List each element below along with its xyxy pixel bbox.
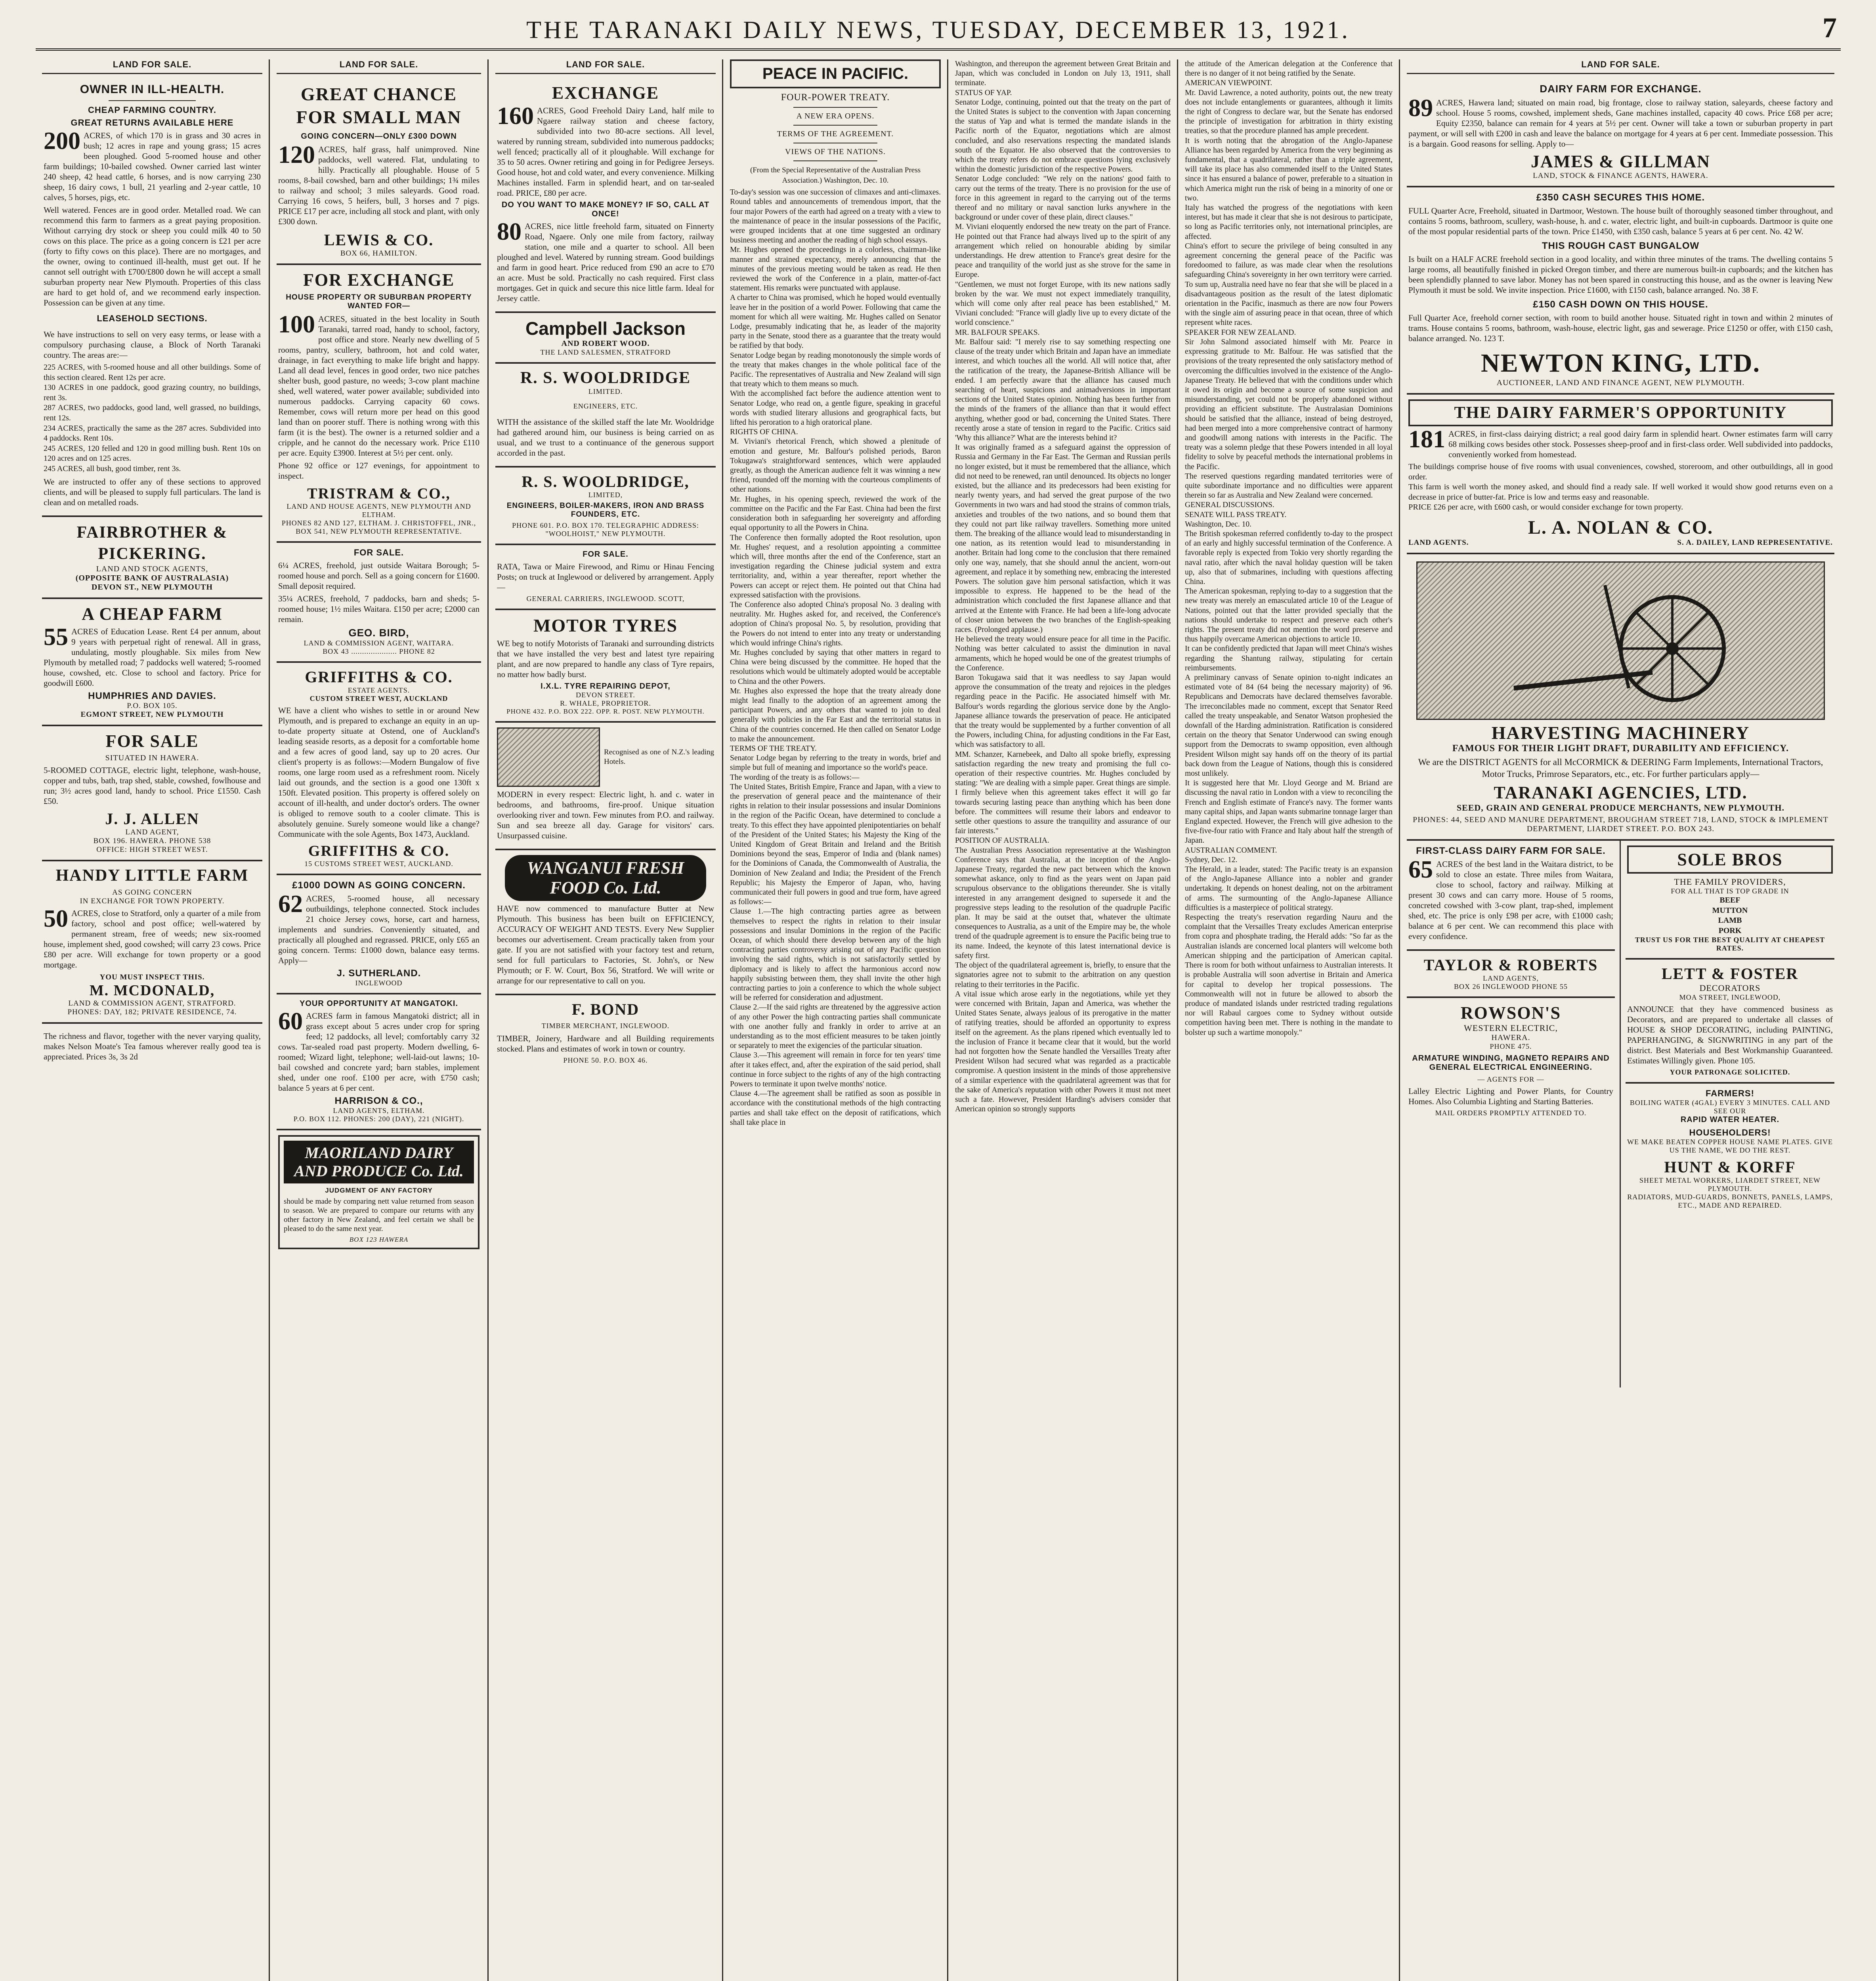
acre-number: 60 — [278, 1008, 303, 1035]
advert-dairy-exchange — [1407, 78, 1834, 187]
agent-name: NEWTON KING, LTD. — [1481, 349, 1761, 378]
ad-subheading: AS GOING CONCERN — [112, 888, 192, 897]
ad-text: should be made by comparing nett value returned from season to season. We are prepared to compare our returns with any other factory in New Zealand, and feel certain we shall be pleased to do the same next year. — [284, 1197, 474, 1233]
column-rule — [269, 59, 270, 1981]
agent-name: GENERAL CARRIERS, INGLEWOOD. SCOTT, — [526, 595, 685, 603]
acre-number: 160 — [497, 103, 534, 130]
page-number: 7 — [1823, 12, 1837, 44]
advert-wooldridge-2 — [495, 468, 716, 545]
agent-phone: P.O. BOX 112. PHONES: 200 (DAY), 221 (NIGHT). — [293, 1115, 464, 1123]
ad-footer: BOX 123 HAWERA — [349, 1236, 409, 1243]
acre-number: 100 — [278, 311, 315, 338]
agent-subtitle: LIMITED, — [588, 491, 623, 499]
agent-note: (OPPOSITE BANK OF AUSTRALASIA) — [75, 573, 229, 582]
ad-subheading: JUDGMENT OF ANY FACTORY — [325, 1187, 433, 1194]
ad-subheading: — AGENTS FOR — — [1477, 1075, 1544, 1083]
agent-name: F. BOND — [571, 1000, 640, 1018]
advert-wanganui-fresh-food — [495, 850, 716, 995]
agent-subtitle: THE FAMILY PROVIDERS, — [1674, 876, 1786, 887]
advert-taylor-roberts — [1407, 951, 1615, 998]
right-bottom-adverts — [1407, 841, 1834, 1387]
agent-name: R. S. WOOLDRIDGE — [520, 369, 691, 387]
advert-griffiths — [277, 663, 481, 875]
agent-subtitle: WESTERN ELECTRIC, — [1464, 1023, 1558, 1033]
ad-text: We have instructions to sell on very easy terms, or lease with a compulsory purchasing clause, a Block of North Taranaki country. The areas are:— — [44, 330, 261, 360]
ad-subheading: DO YOU WANT TO MAKE MONEY? IF SO, CALL AT ONCE! — [501, 200, 710, 218]
agent-contact: BOX 26 INGLEWOOD PHONE 55 — [1454, 982, 1568, 990]
agent-phone: PHONES: 44, SEED AND MANURE DEPARTMENT, BROUGHAM STREET 718, LAND, STOCK & IMPLEMENT DEPARTMENT, LIARDET STREET. P.O. BOX 243. — [1413, 815, 1828, 833]
agent-name: GEO. BIRD, — [348, 627, 409, 639]
ad-heading: FOR EXCHANGE — [303, 270, 455, 290]
advert-hawera-cottage — [42, 726, 262, 861]
advert-wooldridge — [495, 364, 716, 468]
agent-address: CUSTOM STREET WEST, AUCKLAND — [309, 695, 448, 702]
ad-text: ACRES, half grass, half unimproved. Nine paddocks, well watered. Flat, undulating to hilly. Practically all ploughable. House of 5 rooms, 8-bail cowshed, barn and other buildings; 1¾ miles to railway and school; 3 miles saleyards. Good road. Carrying 16 cows, 5 heifers, bull, 3 horses and 7 pigs. PRICE £17 per acre, including all stock and plant, with only £300 down. — [278, 145, 480, 226]
agent-phone: PHONE 601. P.O. BOX 170. TELEGRAPHIC ADDRESS: "WOOLHOIST," NEW PLYMOUTH. — [512, 521, 699, 538]
agent-address: EGMONT STREET, NEW PLYMOUTH — [80, 710, 224, 719]
agent-subtitle: LAND, STOCK & FINANCE AGENTS, HAWERA. — [1533, 172, 1708, 180]
ad-footer: TRUST US FOR THE BEST QUALITY AT CHEAPEST RATES. — [1635, 936, 1825, 952]
column-land-for-sale-right — [1400, 59, 1841, 1981]
advert-mangatoki — [277, 994, 481, 1130]
agent-subtitle: LIMITED. — [588, 387, 623, 395]
ad-text: We are the DISTRICT AGENTS for all McCORMICK & DEERING Farm Implements, International Tractors, Motor Trucks, Primrose Separators, etc., etc. For further particulars apply— — [1418, 757, 1823, 779]
column-rule — [487, 59, 489, 1981]
ad-text: BOILING WATER (4GAL) EVERY 3 MINUTES. CALL AND SEE OUR — [1630, 1099, 1830, 1115]
agent-name: HUMPHRIES AND DAVIES. — [88, 690, 216, 701]
agent-name: L. A. NOLAN & CO. — [1528, 517, 1714, 538]
ad-text: Well watered. Fences are in good order. Metalled road. We can recommend this farm to farmers as a great paying proposition. Without carrying dry stock or sheep you could milk 40 to 50 cows on this place. The price as a going concern is £21 per acre (forty to fifty cows on this place). There are no mortgages, and the owner, owing to continued ill-health, must get out. If he cannot sell outright with £700/£800 down he will accept a small suburban property near New Plymouth. Properties of this class are hard to get hold of, and we recommend early inspection. Possession can be given at any time. — [44, 205, 261, 307]
news-column-1 — [724, 59, 947, 1981]
agent-office: OFFICE: HIGH STREET WEST. — [96, 845, 208, 854]
advert-motor-tyres — [495, 610, 716, 723]
section-header: LAND FOR SALE. — [42, 59, 262, 74]
agent-contact: BOX 196. HAWERA. PHONE 538 — [93, 836, 211, 845]
ad-heading: A CHEAP FARM — [82, 604, 223, 624]
ad-heading: FOR SALE — [105, 731, 199, 751]
agent-name: TAYLOR & ROBERTS — [1423, 956, 1598, 974]
ad-footer: MAIL ORDERS PROMPTLY ATTENDED TO. — [1435, 1109, 1587, 1117]
ad-subheading: YOU MUST INSPECT THIS. — [99, 973, 205, 981]
right-bottom-right — [1621, 841, 1834, 1387]
ad-heading: MOTOR TYRES — [533, 615, 678, 636]
acre-number: 50 — [44, 905, 68, 932]
agent-phone: PHONES 82 AND 127, ELTHAM. J. CHRISTOFFEL, JNR., BOX 541, NEW PLYMOUTH REPRESENTATIVE. — [281, 519, 476, 535]
agent-name: GRIFFITHS & CO. — [305, 668, 453, 686]
ad-text: WITH the assistance of the skilled staff the late Mr. Wooldridge had gathered around him, our business is being carried on as usual, and we trust to a continuance of the generous support accorded in the past. — [497, 417, 714, 458]
news-body: Washington, and thereupon the agreement between Great Britain and Japan, which was concluded in London on July 13, 1911, shall terminate. STATUS OF YAP. Senator Lodge, continuing, pointed out that the treaty on the part of the United States is subject to the convention with Japan concerning the status of Yap and what is termed the mandate islands in the Pacific north of the Equator, negotiations which are almost concluded, and also reservations respecting the mandated islands south of the Equator. He also observed that the controversies to which the treaty refers do not embrace questions lying exclusively within the domestic jurisdiction of the respective Powers. Senator Lodge concluded: "We rely on the nations' good faith to carry out the terms of the treaty. There is no provision for the use of force in this agreement in regard to the carrying out of the terms thereof and no military or naval sanction lurks anywhere in the background or under cover of these plain, direct clauses." M. Viviani eloquently endorsed the new treaty on the part of France. He pointed out that France had always lived up to the spirit of any arrangement which relied on honourable abiding by similar understandings. He drew attention to France's great desire for the peace and tranquility of the world just as she strove for the same in Europe. "Gentlemen, we must not forget Europe, with its new nations sadly broken by the war. We must not expect immediately tranquility, which will come only after real peace has been established," M. Viviani concluded: "France will gladly live up to every dictate of the world conscience." MR. BALFOUR SPEAKS. Mr. Balfour said: "I merely rise to say something respecting one clause of the treaty under which Britain and Japan have an immediate interest, and which touches all the world. All will notice that, after the ratification of the treaty, the Japanese-British Alliance will be ended. I am perfectly aware that the alliance has caused much searching of heart, suspicions and animadversions in important sections of the United States opinion. Nothing has been further from the minds of the framers of the alliance than that it would effect anything, whether good or bad, concerning the United States. There recently arose a state of tension in regard to the Pacific. Critics said 'Why this alliance?' What are the interests behind it? It was originally framed as a safeguard against the oppression of Russia and Germany in the Far East. The German and Russian perils no longer existed, but it must be remembered that the alliance, which did not need to be renewed, ran until denounced. Its objects no longer existed, but the alliance and its predecessors had been existing for nearly twenty years, and had served the great purpose of the two Governments in two wars and had stood the strains of common trials, anxieties and troubles of the two nations, and so bound them that they could not part like railway travellers. Something more united them. The breaking of the alliance would lead to misunderstanding in one nation, as its retention would lead to misunderstanding in another. Britain had long come to the conclusion that there remained only one way, namely, that she should annul the ancient, worn-out agreement, and replace it by something new, embracing the interested Powers. The solution gave him personal satisfaction, which it was impossible to express. He happened to be the head of the administration which concluded the first Japanese alliance and that arrived at the Entente with France. He had been a life-long advocate of closer union between the two branches of the English-speaking races. (Prolonged applause.) He believed the treaty would ensure peace for all time in the Pacific. Nothing was better calculated to assist the diminution in naval armaments, which he hoped would be one of the greatest triumphs of the Conference. Baron Tokugawa said that it was needless to say Japan would approve the consummation of the treaty and rejoices in the pledges regarding peace in the Pacific. He associated himself with Mr. Balfour's words regarding the glorious service done by the Anglo-Japanese alliance towards the preservation of peace. He anticipated that the treaty would be supplemented by a further convention of all the Powers, including China, for adjusting conditions in the Far East, which was satisfactory to all. MM. Schanzer, Karnebeek, and Dalto all spoke briefly, expressing satisfaction regarding the new treaty and promising the full co-operation of their respective countries. Mr. Hughes concluded by stating: "We are dealing with a simple paper. Great things are simple. I firmly believe when this agreement takes effect it will go far towards securing lasting peace than anything which has been done before. The committees will resume their labors and endeavor to settle other questions to assure the tranquility and assurance of our fair interests." POSITION OF AUSTRALIA. The Australian Press Association representative at the Washington Conference says that Australia, at the inception of the Anglo-Japanese Treaty, regarded the new pact between which the known somewhat askance, only to find as the years went on Japan paid scrupulous observance to the obligations thereunder. She is vitally interested in any arrangement designed to supersede it and the progressive steps leading to the resolution of the quadruple Pacific plan. It may be said at the outset that, whatever the ultimate consequences to Australia, as a unit of the Empire may be, the whole trend of the quadruple agreement is to ensure the Pacific being true to its name. Indeed, the keynote of this latest international device is safety first. The object of the quadrilateral agreement is, briefly, to ensure that the signatories agree not to submit to the arbitration on any question relating to their territories in the Pacific. A vital issue which arose early in the negotiations, while yet they were concerned with Britain, Japan and America, was whether the United States Senate, always jealous of its prerogative in the matter of ratifying treaties, should be afforded an opportunity to express itself on the agreement. As the plans ripened which eventually led to the inclusion of France it became clear that it would, but the world had not forgotten how the Senate handled the Versailles Treaty after President Wilson had secured what was regarded as a practicable compromise. A question insistent in the minds of those apprehensive of a similar experience with the quadrilateral agreement was that for the sake of America's reputation with other Powers it must not meet such a fate. However, President Harding's advisers consider that American opinion so strongly supports — [955, 60, 1171, 1114]
agent-subtitle: LAND AGENT, — [125, 828, 179, 836]
column-land-for-sale-3 — [489, 59, 722, 1981]
agent-name: M. MCDONALD, — [89, 982, 215, 999]
agent-phone: PHONE 50. P.O. BOX 46. — [563, 1056, 648, 1064]
ad-subheading: GREAT RETURNS AVAILABLE HERE — [71, 118, 234, 128]
ad-heading: YOUR OPPORTUNITY AT MANGATOKI. — [299, 999, 458, 1008]
ad-text: WE beg to notify Motorists of Taranaki and surrounding districts that we have installed the very best and latest tyre repairing plant, and are now prepared to handle any class of Tyre repairs, no matter how badly burst. — [497, 639, 714, 679]
advert-newton-king-houses — [1407, 187, 1834, 395]
agent-subtitle: TIMBER MERCHANT, INGLEWOOD. — [541, 1022, 670, 1030]
agent-subtitle: DECORATORS — [1699, 983, 1761, 993]
agent-name: TRISTRAM & CO., — [307, 485, 451, 502]
agent-town: HAWERA. — [1491, 1033, 1530, 1042]
section-header: LAND FOR SALE. — [1407, 59, 1834, 74]
ad-text: Is built on a HALF ACRE freehold section in a good locality, and within three minutes of the trams. The dwelling contains 5 large rooms, all beautifully finished in picked Oregon timber, and there are numerous built-in cupboards; and the kitchen has been splendidly planned to save labor. Money has not been spared in constructing this house, and as the owner is leaving New Plymouth it must be sold. We invite inspection. Price £1600, with £150 cash, balance arranged. No. 38 F. — [1408, 254, 1833, 295]
acre-number: 200 — [44, 128, 80, 155]
advert-dairy-opportunity — [1407, 395, 1834, 554]
wanganui-logo: WANGANUI FRESH FOOD Co. Ltd. — [505, 855, 706, 901]
ad-text: 5-ROOMED COTTAGE, electric light, telephone, wash-house, copper and tubs, bath, trap shed, stable, cowshed, fowlhouse and run; 3½ acres good land, handy to school. Price £1550. Cash £50. — [44, 765, 261, 806]
lease-list: 225 ACRES, with 5-roomed house and all other buildings. Some of this section cleared. Rent 12s per acre. 130 ACRES in one paddock, good grazing country, no buildings, rent 3s. 287 ACRES, two paddocks, good land, well grassed, no buildings, rent 12s. 234 ACRES, practically the same as the 287 acres. Subdivided into 4 paddocks. Rent 10s. 245 ACRES, 120 felled and 120 in good milling bush. Rent 10s on 120 acres and on 125 acres. 245 ACRES, all bush, good timber, rent 3s. — [44, 363, 261, 473]
agent-name: GRIFFITHS & CO. — [308, 843, 450, 859]
agent-name: J. SUTHERLAND. — [336, 968, 421, 979]
agent-name: ROWSON'S — [1460, 1003, 1561, 1023]
acre-number: 89 — [1408, 95, 1433, 122]
ad-subheading: CHEAP FARMING COUNTRY. — [88, 105, 216, 115]
advert-owner-ill-health — [42, 78, 262, 517]
agent-representative: S. A. DAILEY, LAND REPRESENTATIVE. — [1677, 538, 1833, 547]
agent-address: DEVON STREET. — [576, 691, 635, 699]
news-body: the attitude of the American delegation at the Conference that there is no danger of it not being ratified by the Senate. AMERICAN VIEWPOINT. Mr. David Lawrence, a noted authority, points out, the new treaty does not include entanglements or guarantees, although it limits the right of Congress to declare war, but the Senate has endorsed the principle of investigation for arbitration in thirty existing treaties, so that the procedure planned has ample precedent. It is worth noting that the abrogation of the Anglo-Japanese Alliance has been regarded by America from the very beginning as fundamental, that a quadrilateral, rather than a triple agreement, will take its place has also commended itself to the United States since it has ensured a balance of power, preferable to a situation in which America might run the risk of being in a minority of one or two. Italy has watched the progress of the negotiations with keen interest, but has made it clear that she is not desirous to participate, so long as Pacific territories only, not international principles, are affected. China's effort to secure the privilege of being consulted in any agreement concerning the general peace of the Pacific was foredoomed to failure, as was made clear when the resolutions safeguarding China's sovereignty in her own territory were carried. To sum up, Australia need have no fear that she will be placed in a disadvantageous position as the result of the latest diplomatic orientation in the Pacific, inasmuch as there are now four Powers with the single aim of assuring peace in that ocean, three of which represent white races. SPEAKER FOR NEW ZEALAND. Sir John Salmond associated himself with Mr. Pearce in expressing gratitude to Mr. Balfour. He was satisfied that the provisions of the treaty represented the only satisfactory method of overcoming the difficulties involved in the existence of the Anglo-Japanese Treaty. He believed that with the conditions under which it owed its origin and become a source of some suspicion and misunderstanding, yet could not be properly abandoned without providing an efficient substitute. The Australasian Dominions should be satisfied that the alliance, instead of being destroyed, had been merged into a more comprehensive contract of harmony and goodwill among nations with interests in the Pacific. The treaty was a solemn pledge that these Powers intended in all loyal fidelity to solve by peaceful methods the international problems in the Pacific. The reserved questions regarding mandated territories were of quite subordinate importance and no difficulties were apparent therein so far as Australia and New Zealand were concerned. GENERAL DISCUSSIONS. SENATE WILL PASS TREATY. Washington, Dec. 10. The British spokesman referred confidently to-day to the prospect of an early and highly successful termination of the Conference. A favorable reply is expected from Tokio very shortly regarding the naval ratio, after which the naval holiday question will be taken up, also that of submarines, including with questions affecting China. The American spokesman, replying to-day to a suggestion that the new treaty was merely an emasculated article 10 of the League of Nations, pointed out that the latter provided specially that the nations should undertake to respect and preserve each other's rights. The present treaty did not mention the word preserve and thus happily overcame American objections to article 10. It can be confidently predicted that Japan will meet China's wishes regarding the Shantung railway, stipulating for certain reimbursements. A preliminary canvass of Senate opinion to-night indicates an estimated vote of 84 (64 being the necessary majority) of 96. Republicans and Democrats have declared themselves favorable. The irreconcilables made no comment, except that Senator Reed called the treaty unspeakable, and Senator Watson prophesied the downfall of the Harding administration. Ratification is considered certain on the theory that Senator Underwood can swing enough support from the Democrats to swamp opposition, even although President Wilson might say hands off on the theory of its partial back down from the League of Nations, though this is considered most unlikely. It is suggested here that Mr. Lloyd George and M. Briand are discussing the naval ratio in London with a view to reconciling the French and English estimate of France's navy. The former wants many capital ships, and Japan wants submarine tonnage larger than England expected. However, the French will give adhesion to the five-five-four ratio with France and Italy about half the strength of Japan. AUSTRALIAN COMMENT. Sydney, Dec. 12. The Herald, in a leader, stated: The Pacific treaty is an expansion of the Anglo-Japanese Alliance into a nobler and grander undertaking. It depends on honest dealing, not on the arbitrament of arms. The surmounting of the Anglo-Japanese Alliance difficulties is a masterpiece of political strategy. Respecting the treaty's reservation regarding Nauru and the complaint that the Versailles Treaty excludes American enterprise from copra and phosphate trading, the Herald adds: "So far as the Australian islands are concerned local planters will welcome both American shipping and the participation of American capital. There is room for both without unfairness to Australian interests. It is probable Australia will soon advertise in Britain and America for capital to develop her tropical possessions. The Commonwealth will not in future be allowed to absorb the produce of mandated islands under restricted trading regulations nor will Rabaul cargoes come to Sydney without outside competition having been met. There is nothing in the mandate to bolster up such a wartime monopoly." — [1185, 60, 1393, 1037]
ad-subheading: FAMOUS FOR THEIR LIGHT DRAFT, DURABILITY AND EFFICIENCY. — [1452, 743, 1789, 754]
agent-phone: PHONES: DAY, 182; PRIVATE RESIDENCE, 74. — [67, 1008, 237, 1016]
ad-text: FULL Quarter Acre, Freehold, situated in Dartmoor, Westown. The house built of thoroughly seasoned timber throughout, and contains 5 rooms, bathroom, scullery, wash-house, h. and c. water, electric light, and built-in cupboards. Dartmoor is quite one of the most popular residential parts of the town. Price £1450, with £350 cash, balance 5 years at 6 per cent. No. 42 W. — [1408, 206, 1833, 236]
agent-subtitle: LAND AGENTS, ELTHAM. — [333, 1107, 425, 1115]
advert-cheap-farm — [42, 599, 262, 726]
advert-rowson — [1407, 998, 1615, 1123]
advert-maoriland — [277, 1130, 481, 1255]
hotel-illustration — [497, 727, 600, 787]
advert-handy-farm — [42, 861, 262, 1024]
news-subhead: A NEW ERA OPENS. — [796, 112, 875, 120]
agent-subtitle: LAND AND STOCK AGENTS, — [96, 564, 208, 573]
agent-name: HUNT & KORFF — [1664, 1158, 1796, 1176]
right-bottom-left — [1407, 841, 1621, 1387]
agent-name: SOLE BROS — [1677, 849, 1783, 869]
ad-heading: £150 CASH DOWN ON THIS HOUSE. — [1533, 299, 1708, 310]
advert-firewood — [495, 545, 716, 610]
acre-number: 65 — [1408, 856, 1433, 883]
agent-address: 15 CUSTOMS STREET WEST, AUCKLAND. — [304, 860, 453, 868]
news-column-3 — [1179, 59, 1399, 1981]
ad-text: We are instructed to offer any of these sections to approved clients, and will be pleased to supply full particulars. The land is clean and on metalled roads. — [44, 477, 261, 507]
ad-text: WE MAKE BEATEN COPPER HOUSE NAME PLATES. GIVE US THE NAME, WE DO THE REST. — [1627, 1138, 1833, 1155]
ad-text: RADIATORS, MUD-GUARDS, BONNETS, PANELS, LAMPS, ETC., MADE AND REPAIRED. — [1627, 1193, 1833, 1210]
agent-subtitle: LAND & COMMISSION AGENT, WAITARA. — [304, 639, 454, 647]
news-subhead: FOUR-POWER TREATY. — [781, 92, 890, 103]
agent-name: I.X.L. TYRE REPAIRING DEPOT, — [541, 682, 671, 691]
agent-subtitle: SEED, GRAIN AND GENERAL PRODUCE MERCHANTS, NEW PLYMOUTH. — [1456, 802, 1785, 813]
ad-text: Full Quarter Ace, freehold corner section, with room to build another house. Situated right in town and within 2 minutes of trams. House contains 5 rooms, bathroom, wash-house, electric light, gas and sewerage. Price £1250 or offer, with £150 cash, balance arranged. No. 123 T. — [1408, 313, 1833, 343]
news-headline: PEACE IN PACIFIC. — [762, 65, 909, 82]
agent-name: HARRISON & CO., — [334, 1095, 423, 1106]
advert-bond — [495, 995, 716, 1070]
agent-subtitle: LAND & COMMISSION AGENT, STRATFORD. — [68, 999, 236, 1008]
ad-heading: GREAT CHANCE FOR SMALL MAN — [296, 84, 462, 127]
column-land-for-sale-1 — [36, 59, 269, 1981]
agent-name: Campbell Jackson — [525, 318, 686, 339]
ad-heading: £1000 DOWN AS GOING CONCERN. — [292, 880, 466, 891]
agent-subtitle: LAND AGENTS. — [1408, 538, 1469, 547]
acre-number: 62 — [278, 891, 303, 918]
ad-text: ACRES of Education Lease. Rent £4 per annum, about 9 years with perpetual right of renewal. All in grass, undulating, mostly ploughable. Six miles from New Plymouth by metalled road; 7 paddocks well watered; 5-roomed house, cowshed, etc. Close to school and factory. Price for goodwill £600. — [44, 626, 261, 688]
agent-subtitle: LAND AGENTS, — [1483, 974, 1539, 982]
agent-town: INGLEWOOD — [355, 979, 403, 987]
ad-heading: HOUSEHOLDERS! — [1689, 1128, 1771, 1138]
ad-text: ACRES, 5-roomed house, all necessary outbuildings, telephone connected. Stock includes 21 choice Jersey cows, horse, cart and harness, implements and sundries. Conveniently situated, and practically all ploughed and regrassed. PRICE, only £65 an going concern. Terms: £1000 down, balance easy terms. Apply— — [278, 894, 480, 965]
agent-address: DEVON ST., NEW PLYMOUTH — [91, 582, 213, 592]
ad-text: The buildings comprise house of five rooms with usual conveniences, cowshed, storeroom, and other outbuildings, all in good order. This farm is well worth the money asked, and should find a ready sale. If well worked it would show good returns even on a decrease in price of butter-fat. Price is low and terms easy and reasonable. PRICE £26 per acre, with £600 cash, or would consider exchange for town property. — [1408, 462, 1833, 512]
advert-hunt-korff — [1626, 1084, 1834, 1215]
ad-subheading: RAPID WATER HEATER. — [1680, 1115, 1780, 1124]
ad-subheading: HOUSE PROPERTY OR SUBURBAN PROPERTY WANTED FOR— — [286, 293, 472, 310]
advert-harvesting — [1407, 554, 1834, 841]
agent-name: R. S. WOOLDRIDGE, — [522, 473, 690, 490]
ad-text: MODERN in every respect: Electric light, h. and c. water in bedrooms, and bathrooms, fire-proof. Unique situation overlooking river and town. Few minutes from P.O. and railway. Sun and sea breeze all day. Garage for visitors' cars. Unsurpassed cuisine. — [497, 790, 714, 840]
ad-text: ANNOUNCE that they have commenced business as Decorators, and are prepared to undertake all classes of HOUSE & SHOP DECORATING, including PAINTING, PAPERHANGING, & SIGNWRITING in any part of the district. Best Materials and Best Workmanship Guaranteed. Estimates Willingly given. Phone 105. — [1627, 1004, 1833, 1066]
ad-heading: FOR SALE. — [353, 548, 404, 557]
agent-address: MOA STREET, INGLEWOOD, — [1679, 993, 1781, 1002]
ad-heading: £350 CASH SECURES THIS HOME. — [1536, 192, 1705, 203]
news-subhead: TERMS OF THE AGREEMENT. — [777, 130, 894, 138]
ad-text: HAVE now commenced to manufacture Butter at New Plymouth. This business has been built on EFFICIENCY, ACCURACY OF WEIGHT AND TESTS. Every New Supplier becomes our advertisement. Cream practically taken from your gate. If you are not satisfied with your factory test and return, send for full particulars to Factories, St. John's, or New Plymouth; or F. W. Court, Box 56, Stratford. We will write or arrange for our representative to call on you. — [497, 904, 714, 985]
ad-text: 6¼ ACRES, freehold, just outside Waitara Borough; 5-roomed house and porch. Sell as a going concern for £1600. Small deposit required. — [278, 561, 480, 591]
ad-heading: OWNER IN ILL-HEALTH. — [80, 83, 225, 96]
agent-phone: PHONE 475. — [1490, 1042, 1532, 1050]
agent-name: FAIRBROTHER & PICKERING. — [76, 523, 228, 563]
masthead — [36, 11, 1841, 51]
agent-name: TARANAKI AGENCIES, LTD. — [1494, 782, 1748, 802]
advert-for-exchange — [277, 265, 481, 543]
ad-text: 35¼ ACRES, freehold, 7 paddocks, barn and sheds; 5-roomed house; 1½ miles Waitara. £150 per acre; £2000 can remain. — [278, 594, 480, 624]
news-dateline: (From the Special Representative of the Australian Press Association.) Washington, Dec. 10. — [750, 166, 921, 185]
ad-subheading: ARMATURE WINDING, MAGNETO REPAIRS AND GENERAL ELECTRICAL ENGINEERING. — [1412, 1053, 1610, 1072]
column-rule — [1177, 59, 1178, 1981]
ad-text: ACRES farm in famous Mangatoki district; all in grass except about 5 acres under crop for spring feed; 12 paddocks, all level; comfortably carry 32 cows. Tar-sealed road past property. Modern dwelling, 6-roomed; Wizard light, telephone; well-laid-out lawns; 10-bail cowshed and concrete yard; barn stables, implement shed, under one roof. £100 per acre, with £750 cash; balance 5 years at 6 per cent. — [278, 1011, 480, 1093]
acre-number: 120 — [278, 141, 315, 168]
advert-exchange — [495, 78, 716, 313]
ad-text: ACRES, close to Stratford, only a quarter of a mile from factory, school and post office; well-watered by permanent stream, free of weeds; new six-roomed house, implement shed, good cowshed; will carry 23 cows. Price £80 per acre. Will exchange for town property or a good mortgage. — [44, 908, 261, 970]
news-subhead: VIEWS OF THE NATIONS. — [785, 147, 886, 156]
agent-subtitle: ESTATE AGENTS. — [348, 686, 410, 694]
ad-text: Lalley Electric Lighting and Power Plants, for Country Homes. Also Columbia Lighting and Starting Batteries. — [1408, 1086, 1613, 1106]
ad-heading: DAIRY FARM FOR EXCHANGE. — [1540, 83, 1702, 95]
ad-text: RATA, Tawa or Maire Firewood, and Rimu or Hinau Fencing Posts; on truck at Inglewood or delivered by arrangement. Apply— — [497, 562, 714, 592]
column-rule — [947, 59, 948, 1981]
ad-heading: HANDY LITTLE FARM — [55, 866, 249, 885]
agent-name: LETT & FOSTER — [1661, 965, 1799, 983]
ad-text: ACRES of the best land in the Waitara district, to be sold to close an estate. Three miles from Waitara, close to school, factory and railway. Milking at present 30 cows and can carry more. House of 5 rooms, concreted cowshed with 3-cow plant, trap-shed, implement shed, etc. The price is only £98 per acre, with £1000 cash; balance at 6 per cent. We can recommend this place with every confidence. — [1408, 859, 1613, 941]
advert-campbell-jackson — [495, 313, 716, 364]
maoriland-logo: MAORILAND DAIRY AND PRODUCE Co. Ltd. — [284, 1141, 474, 1183]
ad-text: ACRES, situated in the best locality in South Taranaki, tarred road, handy to school, factory, post office and store. Nearly new dwelling of 5 rooms, pantry, scullery, bathroom, hot and cold water, drainage, in fact everything to make life bright and happy. Land all dead level, fences in good order, two nice patches shelter bush, good pasture, no weeds; 3-cow plant machine shed, well watered, water power available; subdivided into numerous paddocks. Carrying capacity 60 cows. Remember, cows will return more per head on this good land than on poorer stuff. There is nothing wrong with this farm (it is the best). The owner is a returned soldier and a cripple, and he cannot do the necessary work. Price £110 per acre. Equity £3900. Interest at 5½ per cent. only. — [278, 314, 480, 458]
advert-lett-foster — [1626, 960, 1834, 1084]
agent-box: BOX 66, HAMILTON. — [340, 249, 418, 258]
ad-subheading: GOING CONCERN—ONLY £300 DOWN — [301, 132, 457, 141]
ad-text: Recognised as one of N.Z.'s leading Hotels. — [604, 748, 714, 766]
meat-list: BEEF MUTTON LAMB PORK — [1712, 895, 1748, 935]
ad-text: ACRES, Hawera land; situated on main road, big frontage, close to railway station, saleyards, cheese factory and school. House 5 rooms, cowshed, implement sheds, Gane machines installed, capacity 40 cows. Price £68 per acre; Equity £2350, balance can remain for 4 years at 5½ per cent. Owner will take a town or suburban property in part payment, or will sell with £200 in cash and leave the balance on mortgage for 4 years at 6 per cent. Immediate possession. This is a bargain. Good reasons for selling. Apply to— — [1408, 98, 1833, 149]
advert-tea — [42, 1024, 262, 1070]
agent-trade: ENGINEERS, BOILER-MAKERS, IRON AND BRASS FOUNDERS, ETC. — [506, 502, 705, 519]
agent-name: LEWIS & CO. — [324, 231, 434, 249]
column-rule — [1399, 59, 1400, 1981]
section-header: LAND FOR SALE. — [495, 59, 716, 74]
news-headline-box — [730, 59, 941, 88]
acre-number: 80 — [497, 218, 522, 245]
ad-subheading: LEASEHOLD SECTIONS. — [97, 313, 208, 323]
newspaper-title: THE TARANAKI DAILY NEWS, TUESDAY, DECEMBER 13, 1921. — [526, 17, 1350, 44]
advert-hotel — [495, 723, 716, 850]
ad-text: ACRES, Good Freehold Dairy Land, half mile to Ngaere railway station and cheese factory, subdivided into two 80-acre sections. All level, watered by running stream, subdivided into numerous paddocks; well fenced; practically all of it ploughable. Will exchange for 35 to 50 acres. Owner retiring and going in for Pedigree Jerseys. Good house, hot and cold water, and every convenience. Milking Machines installed. Farm in splendid heart, and on tar-sealed road. PRICE, £80 per acre. — [497, 106, 714, 198]
agent-subtitle: AUCTIONEER, LAND AND FINANCE AGENT, NEW PLYMOUTH. — [1496, 378, 1745, 387]
ad-heading: FARMERS! — [1706, 1088, 1754, 1099]
agent-subtitle: AND ROBERT WOOD. — [561, 339, 650, 348]
agent-box: P.O. BOX 105. — [127, 701, 178, 710]
ad-heading: HARVESTING MACHINERY — [1491, 722, 1750, 743]
section-header: LAND FOR SALE. — [277, 59, 481, 74]
agent-proprietor: R. WHALE, PROPRIETOR. — [560, 699, 651, 707]
agent-name: JAMES & GILLMAN — [1531, 152, 1710, 171]
advert-1000-down — [277, 875, 481, 994]
ad-text: Phone 92 office or 127 evenings, for appointment to inspect. — [278, 461, 480, 481]
column-rule — [722, 59, 723, 1981]
ad-text: The richness and flavor, together with the never varying quality, makes Nelson Moate's Tea famous wherever really good tea is appreciated. Prices 3s, 3s 2d — [44, 1031, 261, 1061]
column-land-for-sale-2 — [270, 59, 487, 1981]
ad-footer: YOUR PATRONAGE SOLICITED. — [1670, 1068, 1790, 1076]
ad-heading: FOR SALE. — [583, 550, 629, 559]
ad-text: WE have a client who wishes to settle in or around New Plymouth, and is prepared to exchange an equity in an up-to-date property situate at Ostend, one of Auckland's leading seaside resorts, as a deposit for a comfortable home and a few acres of good land, say up to 20 acres. Our client's property is as follows:—Modern Bungalow of five rooms, one large room used as a refreshment room. Nicely laid out grounds, and the section is a good one 130ft x 150ft. Elevated position. This property is offered solely on account of ill-health, and under doctor's orders. The owner is obliged to remove south to a cooler climate. This is absolutely genuine. Surely someone would like a change? Communicate with the sole Agents, Box 1473, Auckland. — [278, 706, 480, 839]
news-column-2 — [949, 59, 1177, 1981]
ad-text: TIMBER, Joinery, Hardware and all Building requirements stocked. Plans and estimates of work in town or country. — [497, 1034, 714, 1053]
ad-subheading: IN EXCHANGE FOR TOWN PROPERTY. — [80, 897, 225, 905]
agent-subtitle: LAND AND HOUSE AGENTS, NEW PLYMOUTH AND ELTHAM. — [287, 502, 471, 519]
agent-trade: ENGINEERS, ETC. — [573, 402, 638, 410]
advert-great-chance — [277, 78, 481, 265]
ad-text: ACRES, of which 170 is in grass and 30 acres in bush; 12 acres in rape and young grass; 15 acres been ploughed. Good 5-roomed house and other farm buildings; 10-bailed cowshed. Owner carried last winter 240 sheep, 42 head cattle, 6 horses, and is now carrying 230 sheep, 16 dairy cows, 1 bull, 21 yearling and 2-year cattle, 10 calves, 5 horses, pigs, etc. — [44, 131, 261, 202]
agent-subtitle: SHEET METAL WORKERS, LIARDET STREET, NEW PLYMOUTH. — [1639, 1176, 1821, 1193]
ad-text: ACRES, nice little freehold farm, situated on Finnerty Road, Ngaere. Only one mile from factory, railway station, one mile and a quarter to school. All been ploughed and level. Watered by running stream. Good buildings and farm in good heart. Price reduced from £90 an acre to £70 an acre. Must be sold. Practically no cash required. First class mortgages. Get in quick and secure this nice little farm. Ideal for Jersey cattle. — [497, 221, 714, 303]
ad-heading: THIS ROUGH CAST BUNGALOW — [1542, 240, 1700, 251]
news-body: To-day's session was one succession of climaxes and anti-climaxes. Round tables and announcements of tremendous import, that the four major Powers of the earth had agreed on a treaty with a view to the maintenance of peace in the insular possessions of the Pacific, were grouped incidents that at one time suggested an ordinary business meeting and another the reading of high school essays. Mr. Hughes opened the proceedings in a colorless, chairman-like manner and strained expectancy, merely announcing that the minutes of the previous meeting would be taken as read. He then reviewed the work of the Conference in a plain, matter-of-fact statement. His remarks were punctuated with applause. A charter to China was promised, which he hoped would eventually leave her in the position of a world Power. Following that came the moment for which all were waiting. Mr. Hughes called on Senator Lodge, presumably indicating that he, as leader of the majority party in the Senate, stood there as a guarantee that the treaty would be ratified by that body. Senator Lodge began by reading monotonously the simple words of the treaty that makes changes in the whole political face of the Pacific. The representatives of Australia and New Zealand will sign that treaty which to them means so much. With the accomplished fact before the audience attention went to Senator Lodge, who read on, a gentle figure, speaking in graceful words with studied literary allusions and geographical facts, but lifted his peroration to a high oratorical plane. RIGHTS OF CHINA. M. Viviani's rhetorical French, which showed a plenitude of emotion and gesture, Mr. Balfour's polished periods, Baron Tokugawa's straightforward sentences, which were applauded greatly, as though the American audience felt it was winning a new friend, rounded off the morning with the courteous compliments of other nations. Mr. Hughes, in his opening speech, reviewed the work of the committee on the Pacific and the Far East. China had been the first consideration both in safeguarding her sovereignty and affording equal opportunity to all the Powers in China. The Conference then formally adopted the Root resolution, upon Mr. Hughes' request, and a resolution appointing a committee which will, three months after the end of the Conference, start an investigation regarding the Chinese judicial system and extra territoriality, and, within a year thereafter, report whether the Powers can accept or reject them. He pointed out that China had expressed satisfaction with the provisions. The Conference also adopted China's proposal No. 3 dealing with neutrality. Mr. Hughes asked for, and received, the Conference's adoption of China's proposal No. 5, by resolution, providing that the Powers do not intend to enter into any treaty or understanding which would infringe China's rights. Mr. Hughes concluded by saying that other matters in regard to China were being discussed by the committee. He hoped that the resolutions which would be ultimately adopted would be acceptable to China and the other Powers. Mr. Hughes also expressed the hope that the treaty already done might lead finally to the adoption of an agreement among the participant Powers, and any others that wanted to join to deal generally with policies in the Far East and the territorial status in China of the countries concerned. He then called on Senator Lodge to make the announcement. TERMS OF THE TREATY. Senator Lodge began by referring to the treaty in words, brief and simple but full of meaning and importance so the world's peace. The wording of the treaty is as follows:— The United States, British Empire, France and Japan, with a view to the preservation of general peace and the maintenance of their rights in relation to their insular possessions and insular Dominions in the region of the Pacific Ocean, have determined to conclude a treaty. To this effect they have appointed plenipotentiaries on behalf of the President of the United States; his Majesty the King of the United Kingdom of Great Britain and Ireland and the British Dominions beyond the seas, Emperor of India and (blank names) for the Dominions of Canada, the Commonwealth of Australia, the Dominion of New Zealand and India; the President of the French Republic; his Majesty the Emperor of Japan, who, having communicated their full powers in good and true form, have agreed as follows:— Clause 1.—The high contracting parties agree as between themselves to respect the rights in relation to their insular possessions and insular Dominions in the region of the Pacific Ocean, of which should there develop between any of the high contracting parties controversy arising out of any Pacific question involving the said rights, which is not satisfactorily settled by diplomacy and is likely to affect the harmonious accord now happily subsisting between them, they shall invite the other high contracting parties to join a conference to which the whole subject will be referred for consideration and adjustment. Clause 2.—If the said rights are threatened by the aggressive action of any other Power the high contracting parties shall communicate with one another fully and frankly in order to arrive at an understanding as to the most efficient measures to be taken jointly or separately to meet the exigencies of the particular situation. Clause 3.—This agreement will remain in force for ten years' time after it takes effect, and, after the expiration of the said period, shall continue in force subject to the rights of any of the high contracting Powers to terminate it upon twelve months' notice. Clause 4.—The agreement shall be ratified as soon as possible in accordance with the constitutional methods of the high contracting parties and shall take effect on the deposit of ratifications, which shall take place in — [730, 188, 941, 1127]
ad-subheading: SITUATED IN HAWERA. — [105, 753, 199, 762]
agent-phone: PHONE 432. P.O. BOX 222. OPP. R. POST. NEW PLYMOUTH. — [506, 708, 705, 715]
ad-text: ACRES, in first-class dairying district; a real good dairy farm in splendid heart. Owner estimates farm will carry 68 milking cows besides other stock. Possesses sheep-proof and in first-class order. Well subdivided into paddocks, conveniently worked from homestead. — [1448, 429, 1833, 459]
agent-contact: BOX 43 ..................... PHONE 82 — [323, 647, 435, 655]
advert-waitara — [277, 543, 481, 663]
reaper-icon — [1510, 569, 1732, 712]
advert-sole-bros — [1626, 841, 1834, 960]
ad-subheading: FOR ALL THAT IS TOP GRADE IN — [1671, 887, 1789, 895]
ad-heading: THE DAIRY FARMER'S OPPORTUNITY — [1454, 404, 1787, 422]
harvesting-machine-illustration — [1416, 561, 1825, 720]
ad-heading: FIRST-CLASS DAIRY FARM FOR SALE. — [1416, 845, 1606, 856]
acre-number: 55 — [44, 623, 68, 651]
acre-number: 181 — [1408, 426, 1445, 453]
ad-heading: EXCHANGE — [552, 83, 659, 103]
advert-fairbrother — [42, 517, 262, 599]
agent-name: J. J. ALLEN — [105, 809, 199, 828]
agent-town: THE LAND SALESMEN, STRATFORD — [540, 348, 671, 356]
advert-first-class-dairy — [1407, 841, 1615, 951]
